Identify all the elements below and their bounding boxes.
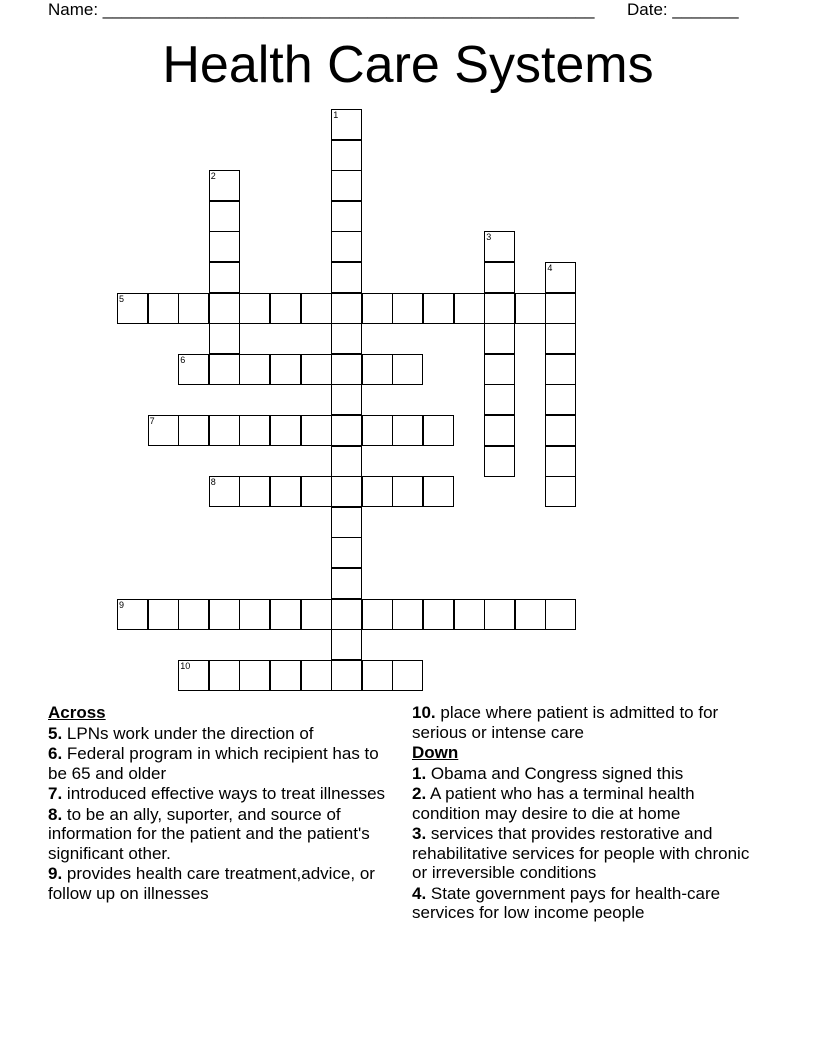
name-field[interactable]: Name: ____________________________________________________ (48, 0, 595, 19)
cell-number: 7 (149, 416, 155, 426)
grid-cell[interactable] (178, 293, 209, 324)
clue-text: provides health care treatment,advice, or follow up on illnesses (48, 864, 375, 903)
clue-across-7 (48, 784, 388, 804)
grid-cell[interactable] (331, 201, 362, 232)
clue-number: 6. (48, 744, 63, 763)
grid-cell[interactable] (301, 293, 332, 324)
grid-cell[interactable] (331, 293, 362, 324)
grid-cell[interactable] (178, 599, 209, 630)
clue-down-1 (412, 764, 762, 784)
clue-down-3 (412, 824, 762, 883)
cell-number: 6 (180, 354, 186, 365)
grid-cell[interactable] (331, 384, 362, 415)
clue-text: introduced effective ways to treat illnesses (62, 784, 386, 803)
clue-number: 2. (412, 784, 427, 803)
grid-cell[interactable] (545, 354, 576, 385)
grid-cell[interactable] (209, 476, 240, 507)
clue-number: 7. (48, 784, 63, 803)
grid-cell[interactable] (331, 476, 362, 507)
down-heading: Down (412, 743, 459, 762)
grid-cell[interactable] (484, 231, 515, 262)
grid-cell[interactable] (239, 293, 270, 324)
grid-cell[interactable] (423, 415, 454, 446)
grid-cell[interactable] (239, 415, 270, 446)
grid-cell[interactable] (545, 476, 576, 507)
across-heading: Across (48, 703, 106, 722)
grid-cell[interactable] (515, 599, 546, 630)
grid-cell[interactable] (178, 660, 209, 691)
grid-cell[interactable] (454, 599, 485, 630)
grid-cell[interactable] (423, 293, 454, 324)
cell-number: 1 (333, 110, 339, 120)
cell-number: 10 (180, 660, 191, 671)
grid-cell[interactable] (392, 476, 423, 507)
grid-cell[interactable] (362, 354, 393, 385)
grid-cell[interactable] (239, 476, 270, 507)
grid-cell[interactable] (301, 476, 332, 507)
grid-cell[interactable] (331, 415, 362, 446)
clue-text: place where patient is admitted to for serious or intense care (412, 703, 719, 742)
grid-cell[interactable] (209, 170, 240, 201)
grid-cell[interactable] (392, 599, 423, 630)
grid-cell[interactable] (484, 384, 515, 415)
grid-cell[interactable] (301, 660, 332, 691)
grid-cell[interactable] (545, 323, 576, 354)
grid-cell[interactable] (545, 262, 576, 293)
grid-cell[interactable] (178, 415, 209, 446)
grid-cell[interactable] (270, 293, 301, 324)
clue-across-5 (48, 724, 388, 744)
clue-number: 9. (48, 864, 63, 883)
clue-number: 8. (48, 804, 63, 824)
grid-cell[interactable] (239, 354, 270, 385)
grid-cell[interactable] (545, 446, 576, 477)
grid-cell[interactable] (270, 476, 301, 507)
grid-cell[interactable] (148, 599, 179, 630)
grid-cell[interactable] (331, 109, 362, 140)
clue-down-2 (412, 784, 762, 823)
clue-number: 3. (412, 824, 427, 843)
grid-cell[interactable] (331, 507, 362, 538)
grid-cell[interactable] (209, 415, 240, 446)
cell-number: 8 (210, 477, 216, 488)
grid-cell[interactable] (484, 446, 515, 477)
grid-cell[interactable] (301, 354, 332, 385)
grid-cell[interactable] (331, 323, 362, 354)
grid-cell[interactable] (484, 293, 515, 324)
cell-number: 3 (486, 232, 492, 243)
grid-cell[interactable] (331, 599, 362, 630)
grid-cell[interactable] (331, 140, 362, 171)
clue-text: LPNs work under the direction of (62, 723, 314, 743)
clue-across-6 (48, 744, 388, 783)
grid-cell[interactable] (484, 599, 515, 630)
clue-number: 5. (48, 723, 63, 743)
grid-cell[interactable] (331, 660, 362, 691)
grid-cell[interactable] (270, 354, 301, 385)
clue-number: 10. (412, 703, 436, 722)
cell-number: 5 (119, 293, 125, 304)
grid-cell[interactable] (209, 599, 240, 630)
cell-number: 2 (210, 171, 216, 182)
clue-number: 4. (412, 883, 427, 903)
grid-cell[interactable] (392, 354, 423, 385)
grid-cell[interactable] (392, 415, 423, 446)
cell-number: 9 (119, 599, 125, 610)
date-field[interactable]: Date: _______ (627, 0, 739, 19)
grid-cell[interactable] (331, 629, 362, 660)
grid-cell[interactable] (545, 599, 576, 630)
grid-cell[interactable] (148, 293, 179, 324)
grid-cell[interactable] (484, 262, 515, 293)
grid-cell[interactable] (209, 262, 240, 293)
clue-text: A patient who has a terminal health condition may desire to die at home (412, 784, 695, 823)
grid-cell[interactable] (209, 293, 240, 324)
grid-cell[interactable] (270, 599, 301, 630)
clue-text: services that provides restorative and rehabilitative services for people with chronic or irreversible conditions (412, 824, 750, 882)
grid-cell[interactable] (270, 660, 301, 691)
clue-across-8 (48, 805, 388, 864)
clue-number: 1. (412, 763, 427, 783)
grid-cell[interactable] (117, 599, 148, 630)
grid-cell[interactable] (209, 660, 240, 691)
grid-cell[interactable] (362, 293, 393, 324)
grid-cell[interactable] (270, 415, 301, 446)
clue-across-10 (412, 703, 762, 742)
clue-across-9 (48, 864, 388, 903)
grid-cell[interactable] (331, 537, 362, 568)
clues-right-column (412, 703, 762, 924)
grid-cell[interactable] (484, 415, 515, 446)
clue-text: Obama and Congress signed this (426, 763, 684, 783)
grid-cell[interactable] (239, 660, 270, 691)
grid-cell[interactable] (392, 660, 423, 691)
grid-cell[interactable] (331, 446, 362, 477)
grid-cell[interactable] (484, 323, 515, 354)
grid-cell[interactable] (331, 354, 362, 385)
clue-text: to be an ally, suporter, and source of information for the patient and the patient's significant other. (48, 804, 370, 863)
grid-cell[interactable] (545, 293, 576, 324)
grid-cell[interactable] (331, 170, 362, 201)
grid-cell[interactable] (454, 293, 485, 324)
grid-cell[interactable] (209, 323, 240, 354)
grid-cell[interactable] (209, 354, 240, 385)
grid-cell[interactable] (148, 415, 179, 446)
grid-cell[interactable] (484, 354, 515, 385)
grid-cell[interactable] (178, 354, 209, 385)
clue-text: State government pays for health-care services for low income people (412, 883, 721, 922)
grid-cell[interactable] (392, 293, 423, 324)
grid-cell[interactable] (545, 384, 576, 415)
clues-left-column (48, 703, 388, 904)
grid-cell[interactable] (239, 599, 270, 630)
grid-cell[interactable] (362, 599, 393, 630)
clue-down-4 (412, 884, 762, 923)
grid-cell[interactable] (423, 476, 454, 507)
grid-cell[interactable] (301, 415, 332, 446)
grid-cell[interactable] (362, 660, 393, 691)
cell-number: 4 (547, 263, 553, 273)
clue-text: Federal program in which recipient has to be 65 and older (48, 744, 379, 783)
page-title: Health Care Systems (162, 36, 654, 94)
grid-cell[interactable] (331, 231, 362, 262)
grid-cell[interactable] (515, 293, 546, 324)
grid-cell[interactable] (209, 201, 240, 232)
grid-cell[interactable] (331, 568, 362, 599)
grid-cell[interactable] (117, 293, 148, 324)
grid-cell[interactable] (209, 231, 240, 262)
grid-cell[interactable] (362, 415, 393, 446)
grid-cell[interactable] (301, 599, 332, 630)
grid-cell[interactable] (423, 599, 454, 630)
grid-cell[interactable] (545, 415, 576, 446)
grid-cell[interactable] (362, 476, 393, 507)
grid-cell[interactable] (331, 262, 362, 293)
